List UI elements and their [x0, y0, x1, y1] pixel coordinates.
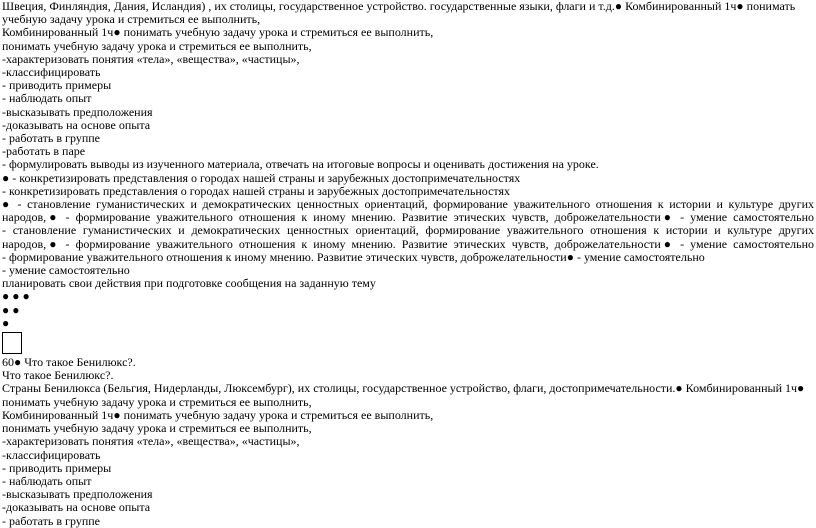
text-line: 60● Что такое Бенилюкс?.: [2, 355, 136, 370]
text-line: Швеция, Финляндия, Дания, Исландия) , их столицы, государственное устройство. государственные языки, флаги и т.д.● Комбинированный 1ч● понимать учебную задачу урока и стремиться ее выполнить,: [2, 0, 796, 27]
text-line: ● - становление гуманистических и демократических ценностных ориентаций, формирование уважительного отношения к истории и культуре других народов,● - формирование уважительного отношения к иному мнению. Развитие этических чувств, доброжелательности● - умение самостоятельно: [2, 197, 814, 225]
text-line: -классифицировать: [2, 65, 101, 80]
text-line: планировать свои действия при подготовке сообщения на заданную тему: [2, 276, 376, 291]
text-line: - работать в группе: [2, 513, 100, 528]
text-line: -характеризовать понятия «тела», «вещества», «частицы»,: [2, 51, 300, 66]
text-line: понимать учебную задачу урока и стремиться ее выполнить,: [2, 38, 312, 53]
bullet-row: ●: [2, 315, 10, 330]
text-line: понимать учебную задачу урока и стремиться ее выполнить,: [2, 421, 312, 436]
text-line: - работать в группе: [2, 131, 100, 146]
bullet-row: ● ●: [2, 302, 20, 317]
text-line: - формулировать выводы из изученного материала, отвечать на итоговые вопросы и оценивать достижения на уроке.: [2, 157, 599, 172]
document-body: [2, 0, 814, 528]
text-line: - умение самостоятельно: [2, 263, 130, 278]
text-line: -доказывать на основе опыта: [2, 117, 151, 132]
text-line: -высказывать предположения: [2, 487, 153, 502]
text-line: -доказывать на основе опыта: [2, 500, 151, 515]
text-line: Страны Бенилюкса (Бельгия, Нидерланды, Люксембург), их столицы, государственное устройство, флаги, достопримечательности.● Комбинированный 1ч● понимать учебную задачу урока и стремиться ее выполнить,: [2, 381, 805, 409]
text-line: -высказывать предположения: [2, 104, 153, 119]
bullet-row: ● ● ●: [2, 289, 30, 304]
text-line: - конкретизировать представления о городах нашей страны и зарубежных достопримечательностях: [2, 183, 510, 198]
text-line: - становление гуманистических и демократических ценностных ориентаций, формирование уважительного отношения к истории и культуре других народов,● - формирование уважительного отношения к иному мнению. Развитие этических чувств, доброжелательности● - умение самостоятельно: [2, 223, 814, 251]
text-line: Комбинированный 1ч● понимать учебную задачу урока и стремиться ее выполнить,: [2, 407, 434, 422]
text-line: -работать в паре: [2, 144, 86, 159]
text-line: ● - конкретизировать представления о городах нашей страны и зарубежных достопримечательностях: [2, 170, 521, 185]
text-line: - приводить примеры: [2, 460, 112, 475]
text-line: - наблюдать опыт: [2, 91, 92, 106]
text-line: - формирование уважительного отношения к иному мнению. Развитие этических чувств, доброжелательности● - умение самостоятельно: [2, 249, 705, 264]
text-line: -характеризовать понятия «тела», «вещества», «частицы»,: [2, 434, 300, 449]
empty-table-cell: [2, 332, 22, 354]
text-line: - приводить примеры: [2, 78, 112, 93]
text-line: -классифицировать: [2, 447, 101, 462]
text-line: - наблюдать опыт: [2, 473, 92, 488]
text-line: Комбинированный 1ч● понимать учебную задачу урока и стремиться ее выполнить,: [2, 25, 434, 40]
text-line: Что такое Бенилюкс?.: [2, 368, 114, 383]
